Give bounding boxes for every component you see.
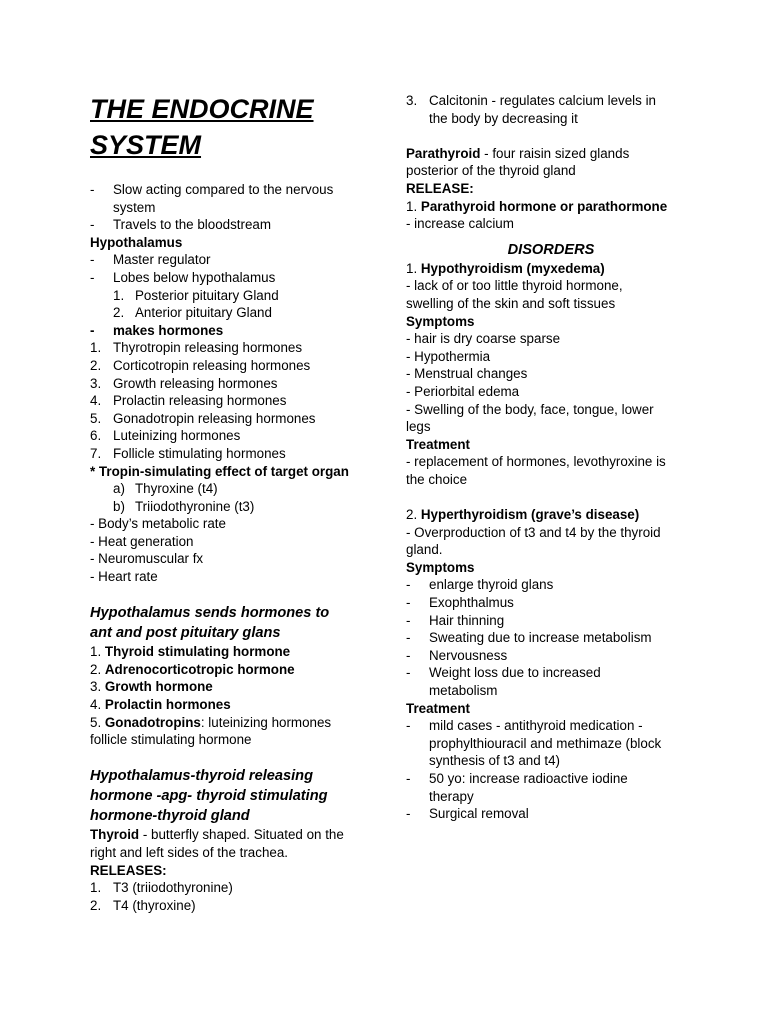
treatment-text-continuation: the choice [406,471,468,487]
treatment-label: Treatment [406,436,470,452]
list-item: - Surgical removal [406,806,529,822]
list-item: 1. Posterior pituitary Gland [113,287,279,303]
list-item-continuation: legs [406,419,431,435]
list-item: 7. Follicle stimulating hormones [90,445,286,461]
list-item: 2. Adrenocorticotropic hormone [90,661,295,677]
disorder-description-continuation: gland. [406,542,443,558]
parathyroid-description: Parathyroid - four raisin sized glands [406,145,630,161]
tropin-effect-heading: * Tropin-simulating effect of target organ [90,463,349,479]
disorders-heading: DISORDERS [507,241,595,258]
list-item-continuation: therapy [429,788,474,804]
list-item: 5. Gonadotropin releasing hormones [90,410,316,426]
list-item: 1. Thyrotropin releasing hormones [90,340,303,356]
list-item: - hair is dry coarse sparse [406,331,561,347]
symptoms-label: Symptoms [406,313,475,329]
release-label: RELEASE: [406,180,474,196]
symptoms-label: Symptoms [406,559,475,575]
list-item: 1. T3 (triiodothyronine) [90,880,233,896]
list-item: - Menstrual changes [406,366,528,382]
list-item: 1. Thyroid stimulating hormone [90,644,291,660]
right-column [406,92,696,823]
thyroid-description-continuation: right and left sides of the trachea. [90,845,289,860]
list-item-continuation: system [113,199,156,215]
list-item-continuation: follicle stimulating hormone [90,732,252,748]
list-item: - Neuromuscular fx [90,551,204,567]
subheading-thyroid-3: hormone-thyroid gland [90,808,250,825]
list-item: b) Triiodothyronine (t3) [113,498,255,514]
list-item: 3. Growth releasing hormones [90,375,278,391]
list-item: 2. Corticotropin releasing hormones [90,357,311,373]
list-item: - Heart rate [90,569,158,585]
list-item: a) Thyroxine (t4) [113,481,218,497]
treatment-text: - replacement of hormones, levothyroxine is [406,454,666,470]
disorder-description-continuation: swelling of the skin and soft tissues [406,295,616,311]
document-title-line-2: SYSTEM [90,130,202,160]
list-item: - Hair thinning [406,612,505,628]
list-item: 4. Prolactin releasing hormones [90,393,287,409]
list-item: - makes hormones [90,322,224,338]
list-item: 3. Growth hormone [90,679,213,695]
list-item: - enlarge thyroid glans [406,577,554,593]
list-item: 2. Anterior pituitary Gland [113,305,272,321]
section-heading-hypothalamus: Hypothalamus [90,234,183,250]
list-item: - Weight loss due to increased [406,665,601,681]
subheading-sends-hormones-2: ant and post pituitary glans [90,625,281,642]
subheading-thyroid-2: hormone -apg- thyroid stimulating [90,788,328,805]
list-item: - Periorbital edema [406,383,520,399]
list-item-continuation: the body by decreasing it [429,110,578,126]
thyroid-description: Thyroid - butterfly shaped. Situated on the [90,827,344,843]
parathyroid-description-continuation: posterior of the thyroid gland [406,163,576,179]
list-item: - Hypothermia [406,348,491,364]
subheading-thyroid-1: Hypothalamus-thyroid releasing [90,768,314,785]
list-item: 4. Prolactin hormones [90,697,231,713]
releases-label: RELEASES: [90,862,167,878]
list-item: - Slow acting compared to the nervous [90,182,334,197]
list-item: - Swelling of the body, face, tongue, lower [406,401,654,417]
list-item: 5. Gonadotropins: luteinizing hormones [90,714,332,730]
list-item-continuation: metabolism [429,683,498,698]
list-item: - Travels to the bloodstream [90,217,272,233]
subheading-sends-hormones-1: Hypothalamus sends hormones to [90,605,330,622]
list-item: - 50 yo: increase radioactive iodine [406,770,628,786]
list-item: - Sweating due to increase metabolism [406,630,652,646]
left-column [90,181,380,914]
disorder-description: - Overproduction of t3 and t4 by the thyroid [406,524,661,540]
disorder-title: 1. Hypothyroidism (myxedema) [406,260,605,276]
list-item: 3. Calcitonin - regulates calcium levels in [406,93,656,108]
list-item: - Lobes below hypothalamus [90,269,276,285]
list-item: - Nervousness [406,647,508,663]
list-item: 2. T4 (thyroxine) [90,897,196,913]
list-item: 1. Parathyroid hormone or parathormone [406,198,668,214]
list-item: - mild cases - antithyroid medication - [406,718,643,734]
disorder-title: 2. Hyperthyroidism (grave’s disease) [406,507,640,523]
list-item: - increase calcium [406,216,514,232]
treatment-label: Treatment [406,700,470,716]
list-item-continuation: synthesis of t3 and t4) [429,753,561,769]
list-item-continuation: prophylthiouracil and methimaze (block [429,735,662,751]
list-item: - Master regulator [90,252,211,268]
document-title-line-1: THE ENDOCRINE [90,94,314,124]
list-item: - Heat generation [90,533,194,549]
disorder-description: - lack of or too little thyroid hormone, [406,278,623,294]
list-item: - Exophthalmus [406,595,514,611]
list-item: 6. Luteinizing hormones [90,428,241,444]
list-item: - Body’s metabolic rate [90,516,226,532]
